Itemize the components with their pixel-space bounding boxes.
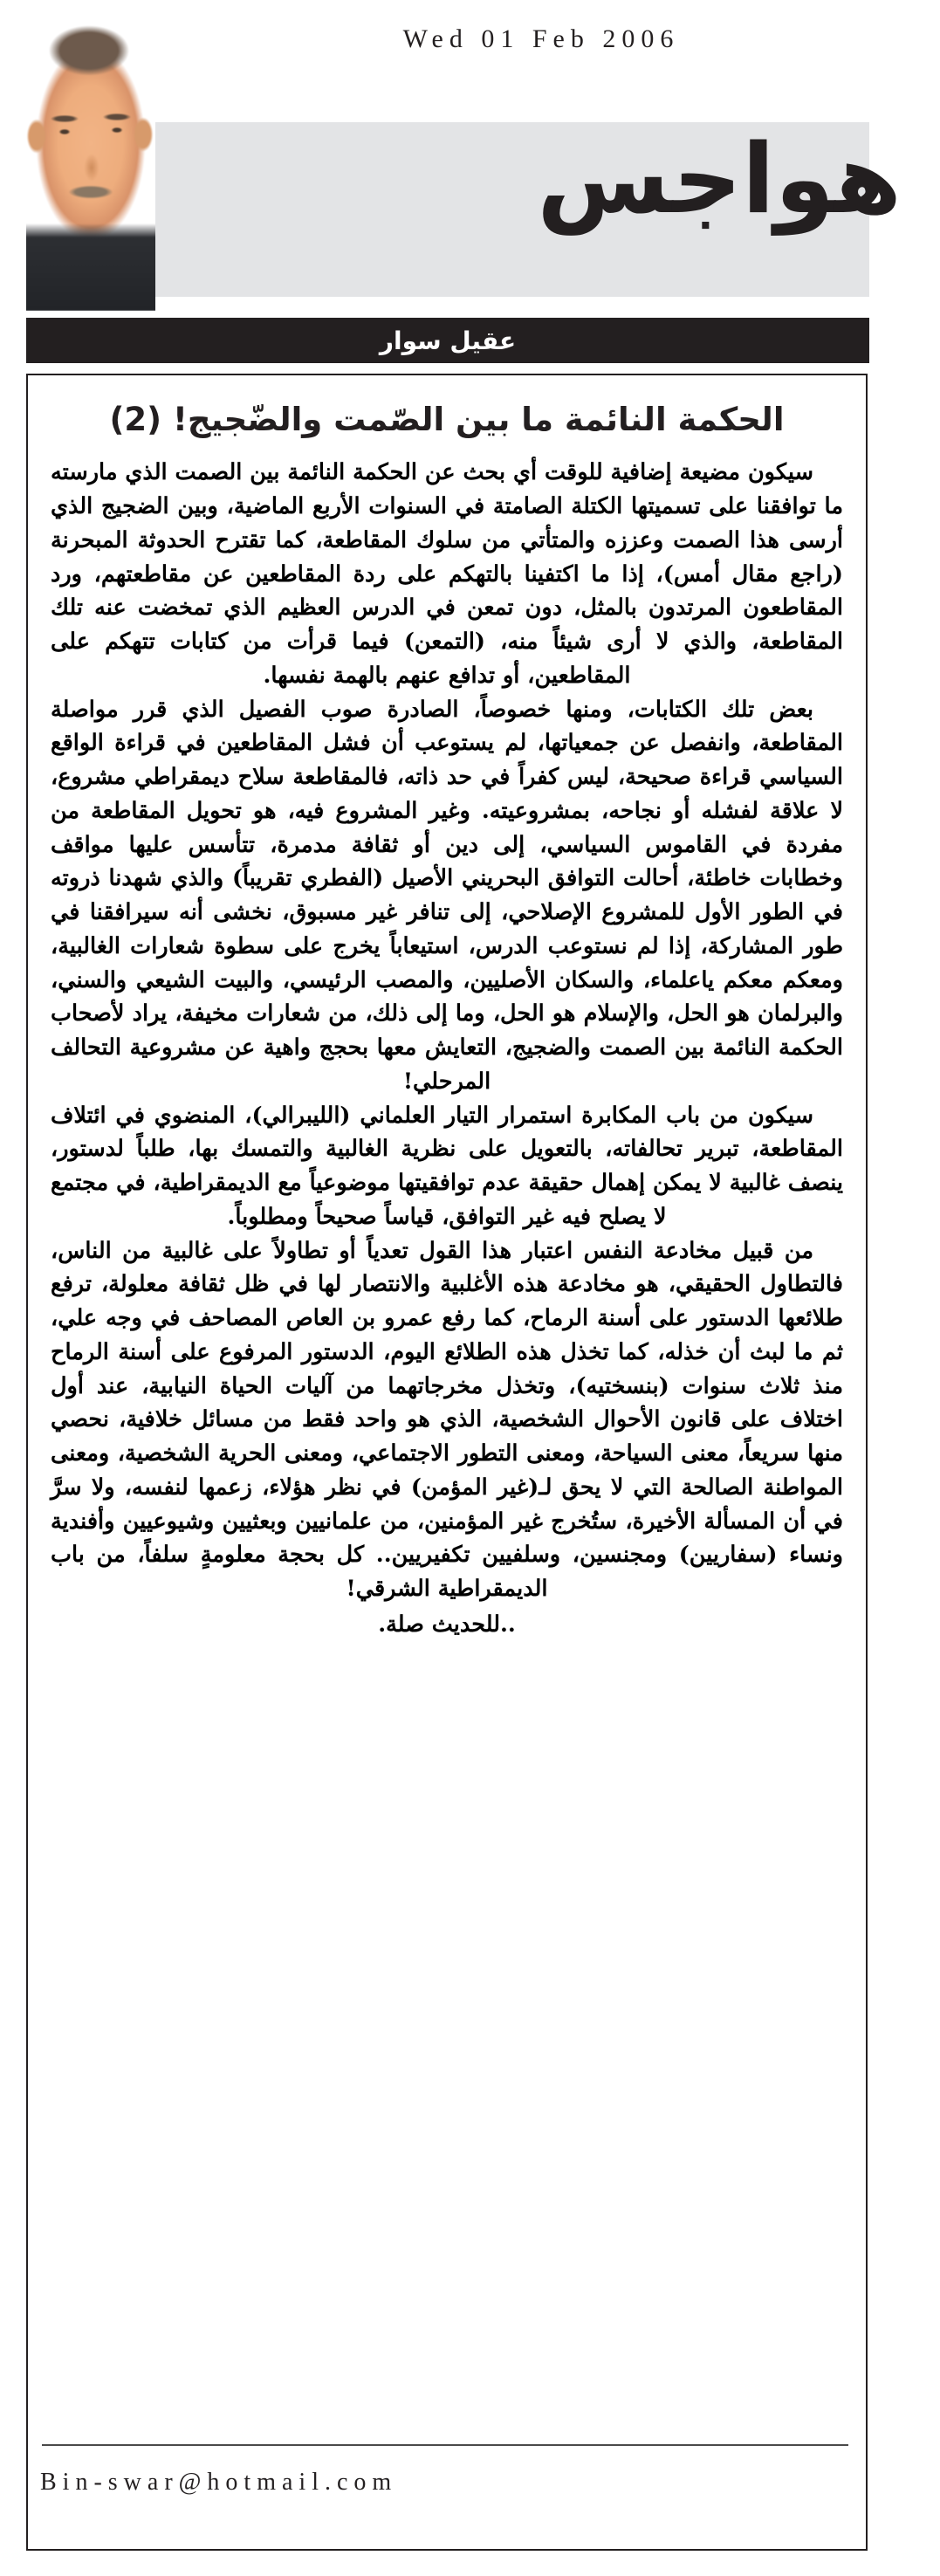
author-portrait-photo xyxy=(26,21,155,311)
footer-divider xyxy=(42,2444,848,2446)
author-portrait-image xyxy=(26,21,155,311)
article-headline: الحكمة النائمة ما بين الصّمت والضّجيج! (2) xyxy=(109,401,785,438)
publication-date: Wed 01 Feb 2006 xyxy=(402,24,680,53)
article-paragraph: سيكون من باب المكابرة استمرار التيار العلماني (الليبرالي)، المنضوي في ائتلاف المقاطعة، تبرير تحالفاته، بالتعويل على نظرية الغالبية والتمسك بها، طلباً لدستور، ينصف غالبية لا يمكن إهمال حقيقة عدم توافقيتها موضوعياً مع الديمقراطية، في مجتمع لا يصلح فيه غير التوافق، قياساً صحيحاً ومطلوباً. xyxy=(51,1102,843,1230)
column-footer xyxy=(26,2444,868,2497)
article-paragraph: بعض تلك الكتابات، ومنها خصوصاً، الصادرة صوب الفصيل الذي قرر مواصلة المقاطعة، وانفصل عن جمعياتها، لم يستوعب أن فشل المقاطعين في قراءة الواقع السياسي قراءة صحيحة، ليس كفراً في حد ذاته، فالمقاطعة سلاح ديمقراطي مشروع، لا علاقة لفشله أو نجاحه، بمشروعيته. وغير المشروع فيه، هو تحويل المقاطعة من مفردة في القاموس السياسي، إلى دين أو ثقافة مدمرة، تتأسس عليها مواقف وخطابات خاطئة، أحالت التوافق البحريني الأصيل (الفطري تقريباً) والذي شهدنا ذروته في الطور الأول للمشروع الإصلاحي، إلى تنافر غير مسبوق، نخشى أنه سيرافقنا في طور المشاركة، إذا لم نستوعب الدرس، استيعاباً يخرج على سطوة شعارات الغالبية، ومعكم معكم ياعلماء، والسكان الأصليين، والمصب الرئيسي، والبيت الشيعي والسني، والبرلمان هو الحل، والإسلام هو الحل، وما إلى ذلك، من شعارات مخيفة، يراد لأصحاب الحكمة النائمة بين الصمت والضجيج، التعايش معها بحجج واهية عن مشروعية التحالف المرحلي! xyxy=(51,696,843,1095)
article-closing-note: ..للحديث صلة. xyxy=(378,1611,516,1638)
article-paragraph: سيكون مضيعة إضافية للوقت أي بحث عن الحكمة النائمة بين الصمت الذي مارسته ما توافقنا على تسميتها الكتلة الصامتة في السنوات الأربع الماضية، وبين الضجيج الذي أرسى هذا الصمت وعززه والمتأتي من سلوك المقاطعة، كما تقترح الحدوثة المبحرنة (راجع مقال أمس)، إذا ما اكتفينا بالتهكم على ردة المقاطعين عن مقاطعتهم، ورد المقاطعون المرتدون بالمثل، دون تمعن في الدرس العظيم الذي تمخضت عنه تلك المقاطعة، والذي لا أرى شيئاً منه، (التمعن) فيما قرأت من كتابات تتهكم على المقاطعين، أو تدافع عنهم بالهمة نفسها. xyxy=(51,459,843,689)
page-bottom-rule xyxy=(26,2549,868,2551)
article-body-box xyxy=(26,374,868,2551)
author-name-bar xyxy=(26,318,869,363)
author-email[interactable]: Bin-swar@hotmail.com xyxy=(40,2469,398,2496)
article-text xyxy=(51,456,843,1641)
article-paragraph: من قبيل مخادعة النفس اعتبار هذا القول تعدياً أو تطاولاً على غالبية من الناس، فالتطاول الحقيقي، هو مخادعة هذه الأغلبية والانتصار لها في ظل ثقافة معلولة، ترفع طلائعها الدستور على أسنة الرماح، كما رفع عمرو بن العاص المصاحف في وجه علي، ثم ما لبث أن خذله، كما تخذل هذه الطلائع اليوم، الدستور المرفوع على أسنة الرماح منذ ثلاث سنوات (بنسختيه)، وتخذل مخرجاتهما من آليات الحياة النيابية، عند أول اختلاف على قانون الأحوال الشخصية، الذي هو واحد فقط من مسائل خلافية، نحصي منها سريعاً، معنى السياحة، ومعنى التطور الاجتماعي، ومعنى الحرية الشخصية، ومعنى المواطنة الصالحة التي لا يحق لـ(غير المؤمن) في نظر هؤلاء، زعمها لنفسه، ولا سرَّ في أن المسألة الأخيرة، ستُخرج غير المؤمنين، من علمانيين وبعثيين وشيوعيين وأفندية ونساء (سفاريين) ومجنسين، وسلفيين تكفيريين.. كل بحجة معلومةٍ سلفاً، من باب الديمقراطية الشرقي! xyxy=(51,1237,843,1602)
column-masthead-title: هواجس xyxy=(537,123,902,235)
column-header xyxy=(0,0,940,314)
author-name: عقيل سوار xyxy=(379,326,517,355)
